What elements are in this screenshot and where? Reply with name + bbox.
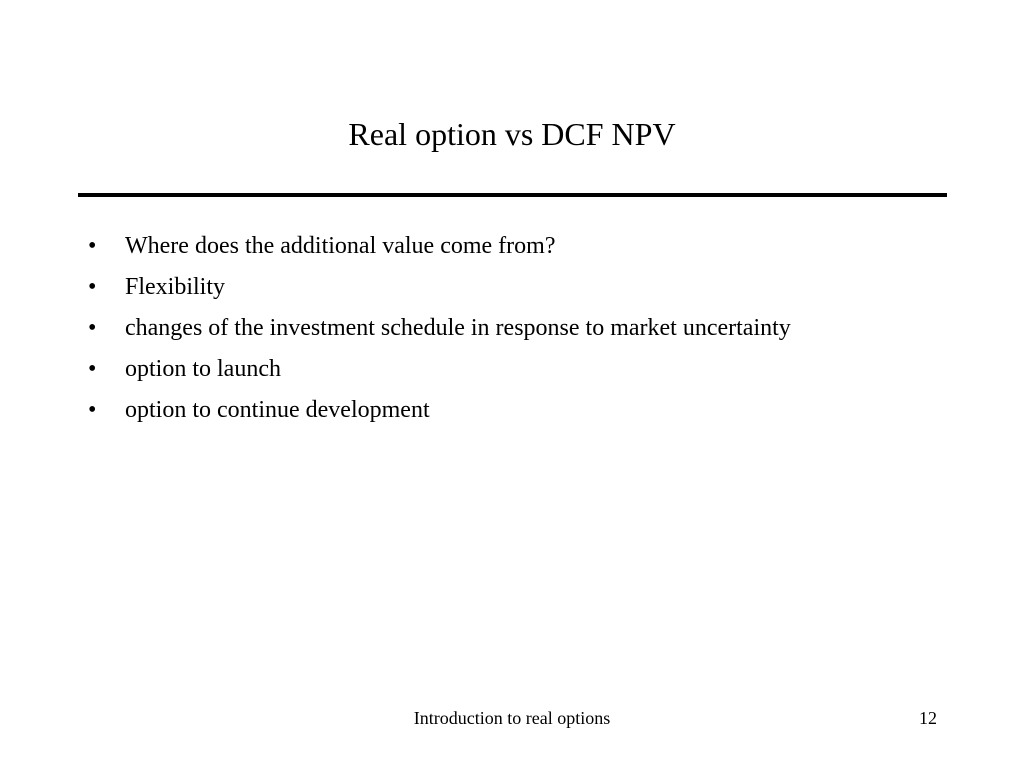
bullet-point-icon: • <box>88 397 97 423</box>
bullet-point-icon: • <box>88 356 97 382</box>
bullet-text: Where does the additional value come from? <box>125 233 556 259</box>
page-number: 12 <box>919 708 937 728</box>
bullet-point-icon: • <box>88 315 97 341</box>
bullet-point-icon: • <box>88 274 97 300</box>
bullet-text: changes of the investment schedule in response to market uncertainty <box>125 315 791 341</box>
bullet-text: option to continue development <box>125 397 430 423</box>
bullet-text: Flexibility <box>125 274 226 300</box>
footer-title: Introduction to real options <box>413 708 611 728</box>
bullet-text: option to launch <box>125 356 281 382</box>
bullet-point-icon: • <box>88 233 97 259</box>
slide-title: Real option vs DCF NPV <box>348 116 676 152</box>
title-divider <box>78 193 947 197</box>
